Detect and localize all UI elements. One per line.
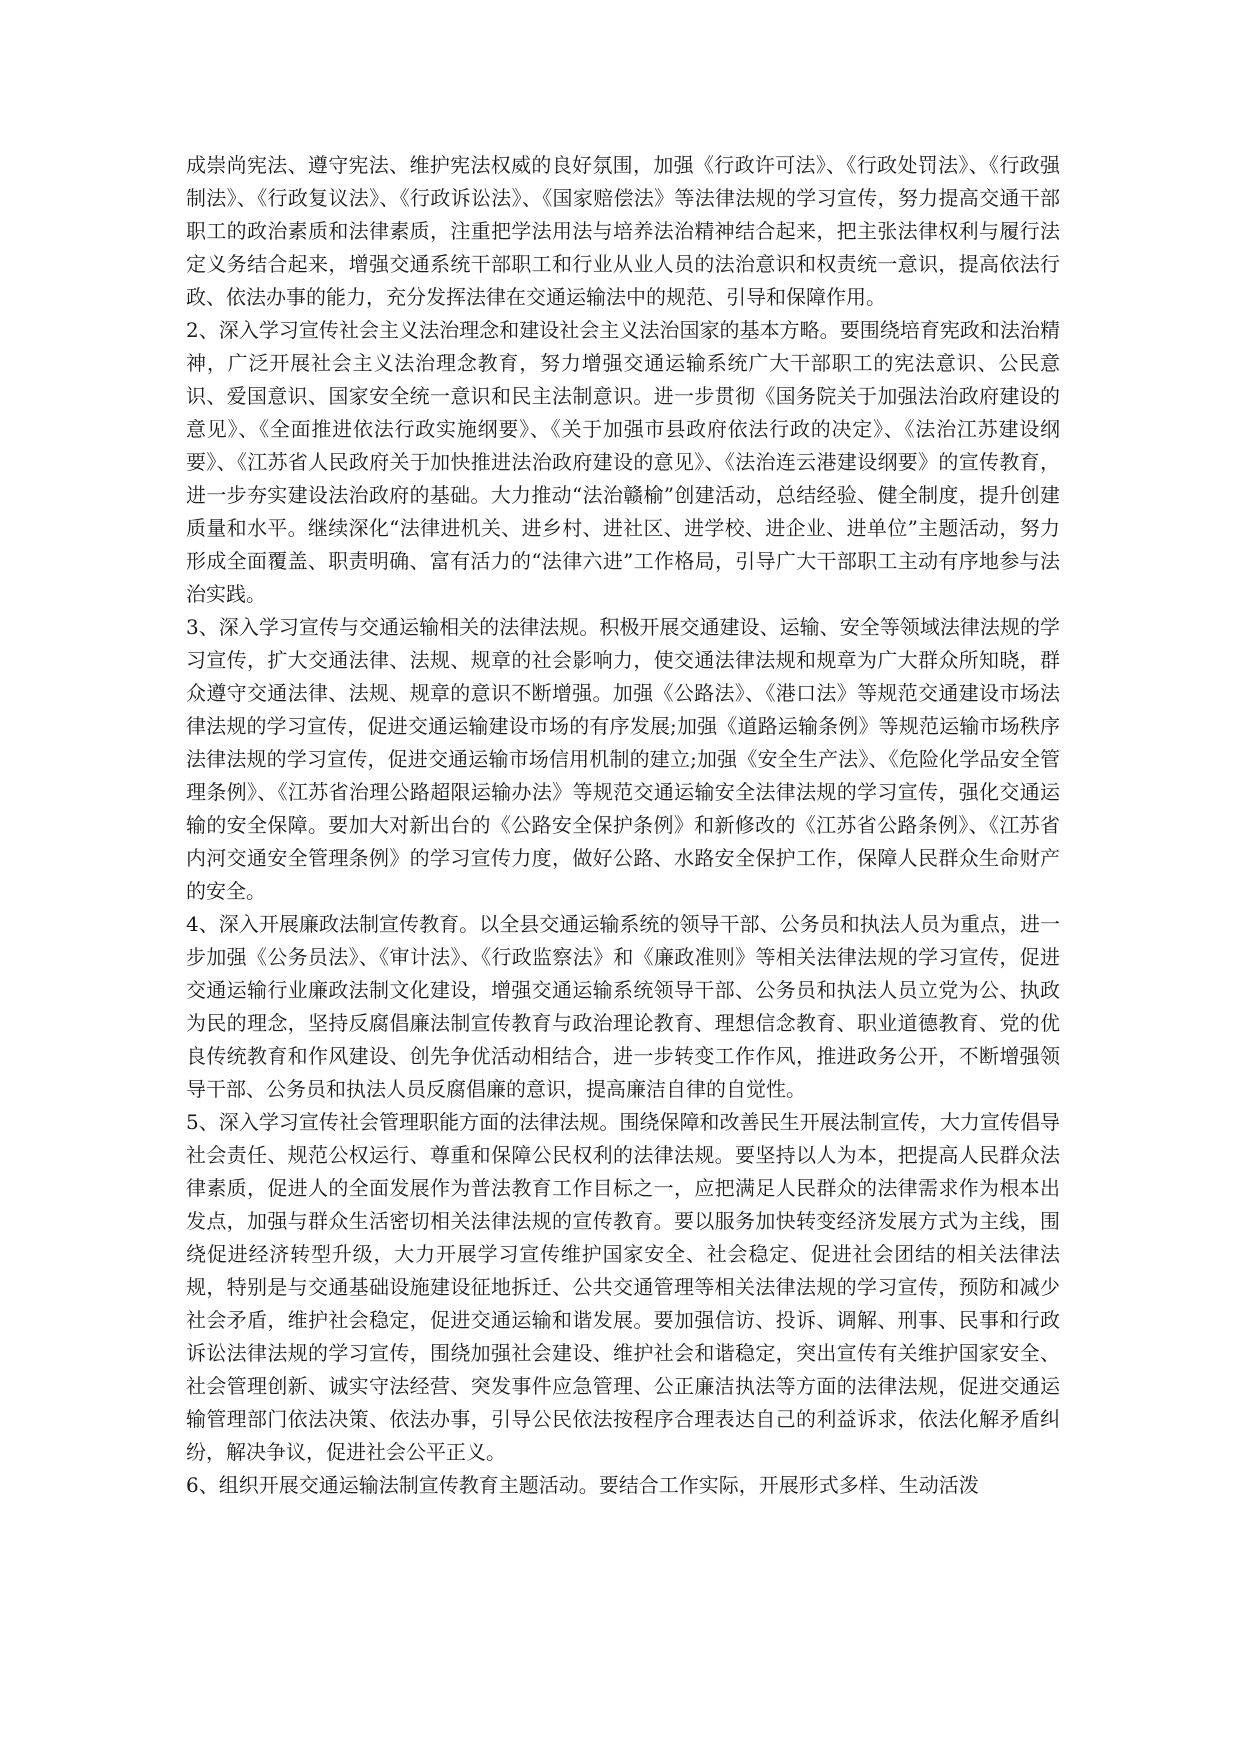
paragraph-item-2: 2、深入学习宣传社会主义法治理念和建设社会主义法治国家的基本方略。要围绕培育宪政和法治精神，广泛开展社会主义法治理念教育，努力增强交通运输系统广大干部职工的宪法意识、公民意识、爱国意识、国家安全统一意识和民主法制意识。进一步贯彻《国务院关于加强法治政府建设的意见》、《全面推进依法行政实施纲要》、《关于加强市县政府依法行政的决定》、《法治江苏建设纲要》、《江苏省人民政府关于加快推进法治政府建设的意见》、《法治连云港建设纲要》的宣传教育，进一步夯实建设法治政府的基础。大力推动“法治赣榆”创建活动，总结经验、健全制度，提升创建质量和水平。继续深化“法律进机关、进乡村、进社区、进学校、进企业、进单位”主题活动，努力形成全面覆盖、职责明确、富有活力的“法律六进”工作格局，引导广大干部职工主动有序地参与法治实践。 xyxy=(186,318,1060,606)
paragraph-item-5: 5、深入学习宣传社会管理职能方面的法律法规。围绕保障和改善民生开展法制宣传，大力宣传倡导社会责任、规范公权运行、尊重和保障公民权利的法律法规。要坚持以人为本，把提高人民群众法律素质，促进人的全面发展作为普法教育工作目标之一，应把满足人民群众的法律需求作为根本出发点，加强与群众生活密切相关法律法规的宣传教育。要以服务加快转变经济发展方式为主线，围绕促进经济转型升级，大力开展学习宣传维护国家安全、社会稳定、促进社会团结的相关法律法规，特别是与交通基础设施建设征地拆迁、公共交通管理等相关法律法规的学习宣传，预防和减少社会矛盾，维护社会稳定，促进交通运输和谐发展。要加强信访、投诉、调解、刑事、民事和行政诉讼法律法规的学习宣传，围绕加强社会建设、维护社会和谐稳定，突出宣传有关维护国家安全、社会管理创新、诚实守法经营、突发事件应急管理、公正廉洁执法等方面的法律法规，促进交通运输管理部门依法决策、依法办事，引导公民依法按程序合理表达自己的利益诉求，依法化解矛盾纠纷，解决争议，促进社会公平正义。 xyxy=(186,1110,1060,1464)
paragraph-item-6: 6、组织开展交通运输法制宣传教育主题活动。要结合工作实际，开展形式多样、生动活泼 xyxy=(186,1473,979,1497)
paragraph-continuation: 成崇尚宪法、遵守宪法、维护宪法权威的良好氛围，加强《行政许可法》、《行政处罚法》、《行政强制法》、《行政复议法》、《行政诉讼法》、《国家赔偿法》等法律法规的学习宣传，努力提高交通干部职工的政治素质和法律素质，注重把学法用法与培养法治精神结合起来，把主张法律权利与履行法定义务结合起来，增强交通系统干部职工和行业从业人员的法治意识和权责统一意识，提高依法行政、依法办事的能力，充分发挥法律在交通运输法中的规范、引导和保障作用。 xyxy=(186,153,1060,309)
document-body xyxy=(186,149,1060,1502)
paragraph-item-3: 3、深入学习宣传与交通运输相关的法律法规。积极开展交通建设、运输、安全等领域法律法规的学习宣传，扩大交通法律、法规、规章的社会影响力，使交通法律法规和规章为广大群众所知晓，群众遵守交通法律、法规、规章的意识不断增强。加强《公路法》、《港口法》等规范交通建设市场法律法规的学习宣传，促进交通运输建设市场的有序发展;加强《道路运输条例》等规范运输市场秩序法律法规的学习宣传，促进交通运输市场信用机制的建立;加强《安全生产法》、《危险化学品安全管理条例》、《江苏省治理公路超限运输办法》等规范交通运输安全法律法规的学习宣传，强化交通运输的安全保障。要加大对新出台的《公路安全保护条例》和新修改的《江苏省公路条例》、《江苏省内河交通安全管理条例》的学习宣传力度，做好公路、水路安全保护工作，保障人民群众生命财产的安全。 xyxy=(186,615,1060,903)
paragraph-item-4: 4、深入开展廉政法制宣传教育。以全县交通运输系统的领导干部、公务员和执法人员为重点，进一步加强《公务员法》、《审计法》、《行政监察法》和《廉政准则》等相关法律法规的学习宣传，促进交通运输行业廉政法制文化建设，增强交通运输系统领导干部、公务员和执法人员立党为公、执政为民的理念，坚持反腐倡廉法制宣传教育与政治理论教育、理想信念教育、职业道德教育、党的优良传统教育和作风建设、创先争优活动相结合，进一步转变工作作风，推进政务公开，不断增强领导干部、公务员和执法人员反腐倡廉的意识，提高廉洁自律的自觉性。 xyxy=(186,912,1060,1101)
